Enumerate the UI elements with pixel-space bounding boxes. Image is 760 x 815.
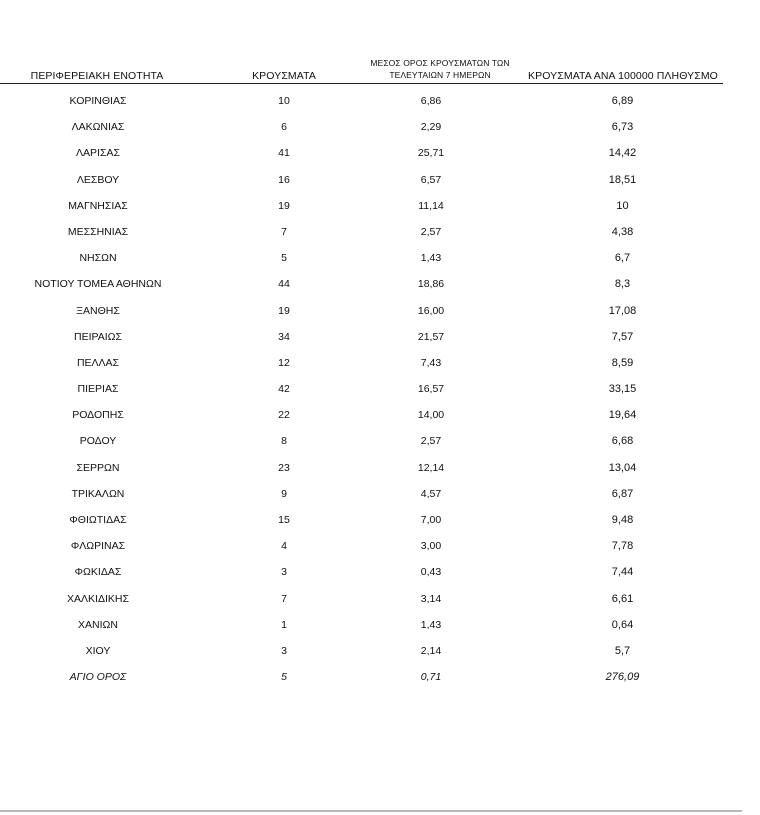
table-row — [0, 534, 760, 560]
cell-cases-per-100000: 14,42 — [608, 147, 637, 160]
table-row — [0, 482, 760, 508]
cell-region: ΣΕΡΡΩΝ — [76, 461, 120, 474]
cell-cases-per-100000: 6,89 — [611, 95, 634, 107]
cell-cases: 6 — [281, 121, 287, 134]
cell-cases: 16 — [278, 173, 290, 186]
cell-region: ΛΕΣΒΟΥ — [76, 173, 120, 186]
table-row — [0, 141, 760, 167]
table-row — [0, 665, 760, 691]
cell-cases: 41 — [278, 147, 290, 160]
cell-7-day-average: 2,57 — [420, 225, 442, 238]
cell-region: ΞΑΝΘΗΣ — [76, 304, 120, 317]
cell-7-day-average: 7,43 — [420, 356, 442, 369]
cell-7-day-average: 1,43 — [420, 252, 442, 265]
page-bottom-divider — [0, 810, 742, 812]
cell-cases-per-100000: 6,68 — [611, 435, 634, 448]
cell-cases-per-100000: 33,15 — [608, 383, 637, 396]
cell-cases-per-100000: 0,64 — [611, 618, 634, 631]
table-row — [0, 587, 760, 613]
table-row — [0, 115, 760, 141]
cell-cases: 19 — [278, 304, 290, 317]
table-row — [0, 351, 760, 377]
cell-region: ΧΙΟΥ — [85, 644, 111, 657]
cell-cases: 23 — [278, 461, 290, 474]
cell-region: ΠΕΙΡΑΙΩΣ — [74, 330, 122, 343]
table-row — [0, 560, 760, 586]
cell-cases: 8 — [281, 435, 287, 448]
cell-cases-per-100000: 6,87 — [611, 487, 634, 500]
table-row — [0, 639, 760, 665]
cell-cases-per-100000: 276,09 — [605, 671, 640, 684]
cell-region: ΡΟΔΟΠΗΣ — [72, 409, 124, 422]
table-body — [0, 89, 760, 691]
cell-cases: 5 — [281, 671, 287, 684]
table-header — [0, 0, 760, 86]
cell-cases-per-100000: 6,73 — [611, 121, 634, 134]
cell-region: ΑΓΙΟ ΟΡΟΣ — [69, 671, 127, 684]
cell-cases: 7 — [281, 592, 287, 605]
cell-cases-per-100000: 13,04 — [608, 461, 637, 474]
cell-cases-per-100000: 4,38 — [611, 225, 634, 238]
header-cases: ΚΡΟΥΣΜΑΤΑ — [252, 70, 316, 82]
cell-cases-per-100000: 5,7 — [614, 644, 631, 657]
cell-cases-per-100000: 19,64 — [608, 409, 637, 422]
cell-7-day-average: 25,71 — [417, 147, 445, 160]
cell-region: ΝΗΣΩΝ — [79, 252, 117, 265]
cell-cases-per-100000: 18,51 — [608, 173, 637, 186]
header-region: ΠΕΡΙΦΕΡΕΙΑΚΗ ΕΝΟΤΗΤΑ — [30, 70, 164, 82]
table-row — [0, 246, 760, 272]
table-row — [0, 89, 760, 115]
cell-region: ΛΑΚΩΝΙΑΣ — [71, 121, 125, 134]
cell-region: ΧΑΝΙΩΝ — [78, 618, 118, 631]
cell-cases: 3 — [281, 566, 287, 579]
cell-cases-per-100000: 17,08 — [608, 304, 637, 317]
cell-region: ΝΟΤΙΟΥ ΤΟΜΕΑ ΑΘΗΝΩΝ — [34, 278, 162, 291]
table-row — [0, 194, 760, 220]
cell-region: ΦΘΙΩΤΙΔΑΣ — [69, 514, 127, 526]
cell-cases-per-100000: 8,59 — [611, 356, 634, 369]
table-row — [0, 508, 760, 534]
table-row — [0, 456, 760, 482]
cell-7-day-average: 11,14 — [418, 199, 444, 212]
cell-7-day-average: 14,00 — [417, 409, 445, 422]
header-cases-per-100000: ΚΡΟΥΣΜΑΤΑ ΑΝΑ 100000 ΠΛΗΘΥΣΜΟ — [528, 70, 718, 82]
cell-cases-per-100000: 10 — [616, 199, 629, 212]
cell-cases: 10 — [278, 95, 290, 107]
cell-7-day-average: 3,00 — [420, 540, 442, 553]
cell-7-day-average: 2,14 — [420, 644, 442, 657]
cell-7-day-average: 21,57 — [417, 330, 445, 343]
cell-cases: 3 — [281, 644, 287, 657]
cell-7-day-average: 3,14 — [420, 592, 442, 605]
cell-7-day-average: 12,14 — [417, 461, 445, 474]
cell-cases-per-100000: 7,57 — [611, 330, 634, 343]
cell-region: ΜΑΓΝΗΣΙΑΣ — [68, 199, 128, 212]
cell-7-day-average: 4,57 — [420, 487, 442, 500]
cell-region: ΠΙΕΡΙΑΣ — [77, 383, 119, 396]
cell-cases: 1 — [281, 618, 287, 631]
cell-cases: 15 — [278, 514, 290, 526]
cell-cases-per-100000: 6,7 — [614, 252, 631, 265]
table-row — [0, 325, 760, 351]
cell-cases: 9 — [281, 487, 287, 500]
cell-region: ΦΩΚΙΔΑΣ — [74, 566, 122, 579]
cell-region: ΚΟΡΙΝΘΙΑΣ — [69, 95, 127, 107]
cell-cases: 4 — [281, 540, 287, 553]
cell-7-day-average: 0,43 — [420, 566, 442, 579]
cell-7-day-average: 2,29 — [420, 121, 442, 134]
table-row — [0, 272, 760, 298]
header-7-day-average: ΜΕΣΟΣ ΟΡΟΣ ΚΡΟΥΣΜΑΤΩΝ ΤΩΝ ΤΕΛΕΥΤΑΙΩΝ 7 ΗΜΕΡΩΝ — [370, 58, 510, 80]
cell-7-day-average: 6,86 — [420, 95, 442, 107]
cell-7-day-average: 16,00 — [417, 304, 445, 317]
cell-cases: 42 — [278, 383, 290, 396]
table-row — [0, 429, 760, 455]
cell-7-day-average: 2,57 — [420, 435, 442, 448]
cell-cases-per-100000: 7,78 — [611, 540, 634, 553]
cell-region: ΜΕΣΣΗΝΙΑΣ — [67, 225, 129, 238]
table-row — [0, 403, 760, 429]
cell-region: ΠΕΛΛΑΣ — [76, 356, 120, 369]
table-row — [0, 299, 760, 325]
cell-cases: 12 — [278, 356, 290, 369]
cell-region: ΤΡΙΚΑΛΩΝ — [71, 487, 125, 500]
cell-7-day-average: 18,86 — [417, 278, 445, 291]
cell-7-day-average: 0,71 — [420, 671, 442, 684]
cell-cases-per-100000: 6,61 — [611, 592, 634, 605]
cell-7-day-average: 6,57 — [420, 173, 442, 186]
cell-7-day-average: 1,43 — [420, 618, 442, 631]
header-divider — [0, 83, 723, 84]
table-row — [0, 613, 760, 639]
table-row — [0, 377, 760, 403]
cell-region: ΡΟΔΟΥ — [79, 435, 117, 448]
table-row — [0, 168, 760, 194]
cell-7-day-average: 16,57 — [417, 383, 445, 396]
cell-cases-per-100000: 8,3 — [614, 278, 631, 291]
cell-cases: 5 — [281, 252, 287, 265]
cell-cases-per-100000: 7,44 — [611, 566, 634, 579]
cell-cases: 19 — [278, 199, 290, 212]
cell-cases: 44 — [278, 278, 290, 291]
cell-cases: 22 — [278, 409, 290, 422]
cell-region: ΛΑΡΙΣΑΣ — [76, 147, 120, 160]
table-row — [0, 220, 760, 246]
cell-region: ΦΛΩΡΙΝΑΣ — [70, 540, 126, 553]
cell-7-day-average: 7,00 — [420, 514, 442, 526]
cell-region: ΧΑΛΚΙΔΙΚΗΣ — [67, 592, 129, 605]
cell-cases-per-100000: 9,48 — [611, 514, 634, 526]
cell-cases: 34 — [278, 330, 290, 343]
cell-cases: 7 — [281, 225, 287, 238]
